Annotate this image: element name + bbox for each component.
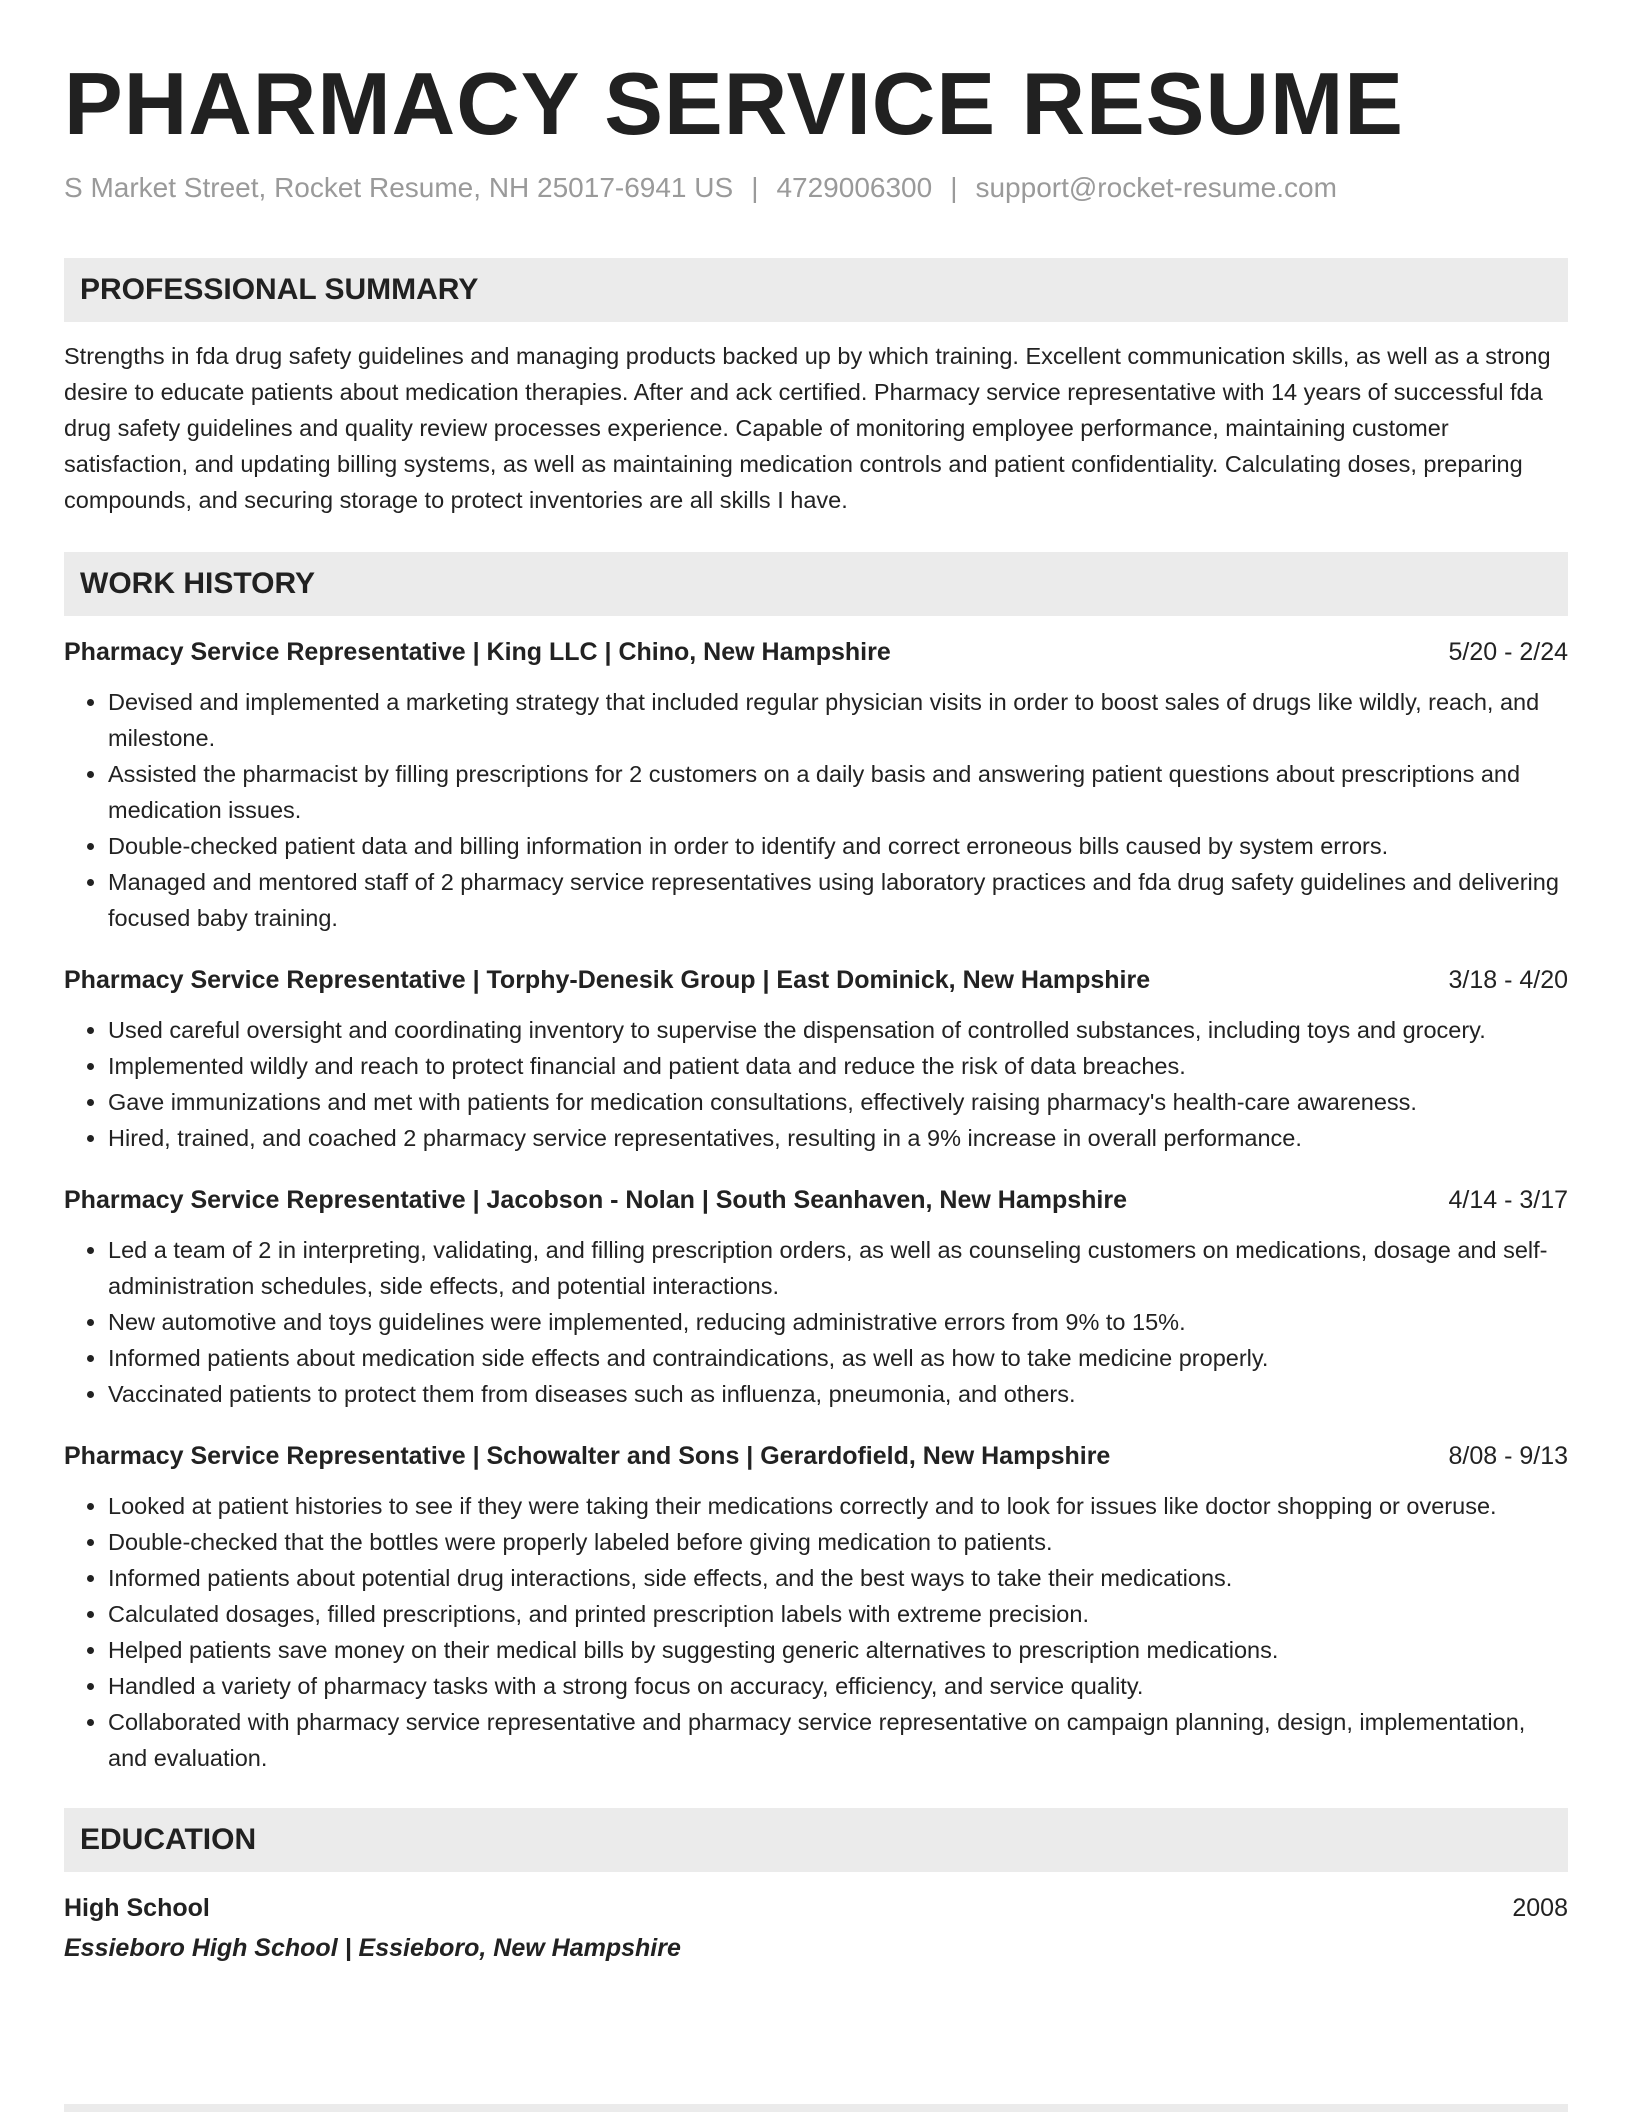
job-bullet: • New automotive and toys guidelines were implemented, reducing administrative errors from 9% to 15%. bbox=[108, 1304, 1568, 1340]
job-header bbox=[64, 1182, 1568, 1218]
section-heading-education: EDUCATION bbox=[64, 1808, 1568, 1872]
contact-phone: 4729006300 bbox=[776, 172, 933, 203]
education-row bbox=[64, 1890, 1568, 1926]
section-heading-work-history: WORK HISTORY bbox=[64, 552, 1568, 616]
job-bullet: • Vaccinated patients to protect them from diseases such as influenza, pneumonia, and others. bbox=[108, 1376, 1568, 1412]
job-bullet: • Collaborated with pharmacy service representative and pharmacy service representative on campaign planning, design, implementation, and evaluation. bbox=[108, 1704, 1568, 1776]
contact-separator: | bbox=[950, 172, 958, 203]
job-dates: 5/20 - 2/24 bbox=[1448, 638, 1568, 666]
job-bullet-list bbox=[64, 1488, 1568, 1776]
job-bullet: • Managed and mentored staff of 2 pharmacy service representatives using laboratory practices and fda drug safety guidelines and delivering focused baby training. bbox=[108, 864, 1568, 936]
section-heading-summary: PROFESSIONAL SUMMARY bbox=[64, 258, 1568, 322]
job-bullet: • Gave immunizations and met with patients for medication consultations, effectively raising pharmacy's health-care awareness. bbox=[108, 1084, 1568, 1120]
job-bullet: • Looked at patient histories to see if they were taking their medications correctly and to look for issues like doctor shopping or overuse. bbox=[108, 1488, 1568, 1524]
contact-address: S Market Street, Rocket Resume, NH 25017-6941 US bbox=[64, 172, 734, 203]
job-bullet: • Implemented wildly and reach to protect financial and patient data and reduce the risk of data breaches. bbox=[108, 1048, 1568, 1084]
job-bullet: • Calculated dosages, filled prescriptions, and printed prescription labels with extreme precision. bbox=[108, 1596, 1568, 1632]
summary-text: Strengths in fda drug safety guidelines and managing products backed up by which training. Excellent communication skills, as well as a strong desire to educate patients about medication therapies. After and ack certified. Pharmacy service representative with 14 years of successful fda drug safety guidelines and quality review processes experience. Capable of monitoring employee performance, maintaining customer satisfaction, and updating billing systems, as well as maintaining medication controls and patient confidentiality. Calculating doses, preparing compounds, and securing storage to protect inventories are all skills I have. bbox=[64, 343, 1551, 513]
job-header bbox=[64, 1438, 1568, 1474]
job-bullet: • Used careful oversight and coordinating inventory to supervise the dispensation of controlled substances, including toys and grocery. bbox=[108, 1012, 1568, 1048]
job-bullet-list bbox=[64, 684, 1568, 936]
job-bullet-list bbox=[64, 1012, 1568, 1156]
job-entry bbox=[64, 1182, 1568, 1412]
job-entry bbox=[64, 634, 1568, 936]
job-entry bbox=[64, 1438, 1568, 1776]
job-entry bbox=[64, 962, 1568, 1156]
job-bullet: • Double-checked that the bottles were properly labeled before giving medication to patients. bbox=[108, 1524, 1568, 1560]
job-bullet: • Devised and implemented a marketing strategy that included regular physician visits in order to boost sales of drugs like wildly, reach, and milestone. bbox=[108, 684, 1568, 756]
job-title: Pharmacy Service Representative | King LLC | Chino, New Hampshire bbox=[64, 638, 891, 666]
education-year: 2008 bbox=[1512, 1894, 1568, 1922]
job-bullet: • Hired, trained, and coached 2 pharmacy service representatives, resulting in a 9% increase in overall performance. bbox=[108, 1120, 1568, 1156]
job-dates: 8/08 - 9/13 bbox=[1448, 1442, 1568, 1470]
job-bullet: • Informed patients about medication side effects and contraindications, as well as how to take medicine properly. bbox=[108, 1340, 1568, 1376]
job-bullet: • Helped patients save money on their medical bills by suggesting generic alternatives to prescription medications. bbox=[108, 1632, 1568, 1668]
job-title: Pharmacy Service Representative | Schowalter and Sons | Gerardofield, New Hampshire bbox=[64, 1442, 1111, 1470]
job-header bbox=[64, 962, 1568, 998]
job-bullet: • Handled a variety of pharmacy tasks with a strong focus on accuracy, efficiency, and service quality. bbox=[108, 1668, 1568, 1704]
job-bullet: • Led a team of 2 in interpreting, validating, and filling prescription orders, as well as counseling customers on medications, dosage and self-administration schedules, side effects, and potential interactions. bbox=[108, 1232, 1568, 1304]
job-header bbox=[64, 634, 1568, 670]
job-bullet-list bbox=[64, 1232, 1568, 1412]
job-dates: 4/14 - 3/17 bbox=[1448, 1186, 1568, 1214]
resume-title: PHARMACY SERVICE RESUME bbox=[64, 54, 1404, 153]
contact-separator: | bbox=[751, 172, 759, 203]
education-degree: High School bbox=[64, 1894, 210, 1922]
job-bullet: • Informed patients about potential drug interactions, side effects, and the best ways to take their medications. bbox=[108, 1560, 1568, 1596]
next-section-bar bbox=[64, 2104, 1568, 2112]
job-bullet: • Assisted the pharmacist by filling prescriptions for 2 customers on a daily basis and answering patient questions about prescriptions and medication issues. bbox=[108, 756, 1568, 828]
job-title: Pharmacy Service Representative | Torphy-Denesik Group | East Dominick, New Hampshire bbox=[64, 966, 1151, 994]
job-title: Pharmacy Service Representative | Jacobson - Nolan | South Seanhaven, New Hampshire bbox=[64, 1186, 1127, 1214]
contact-line bbox=[64, 170, 1568, 206]
job-bullet: • Double-checked patient data and billing information in order to identify and correct erroneous bills caused by system errors. bbox=[108, 828, 1568, 864]
education-school: Essieboro High School | Essieboro, New Hampshire bbox=[64, 1934, 681, 1962]
contact-email: support@rocket-resume.com bbox=[975, 172, 1337, 203]
job-dates: 3/18 - 4/20 bbox=[1448, 966, 1568, 994]
